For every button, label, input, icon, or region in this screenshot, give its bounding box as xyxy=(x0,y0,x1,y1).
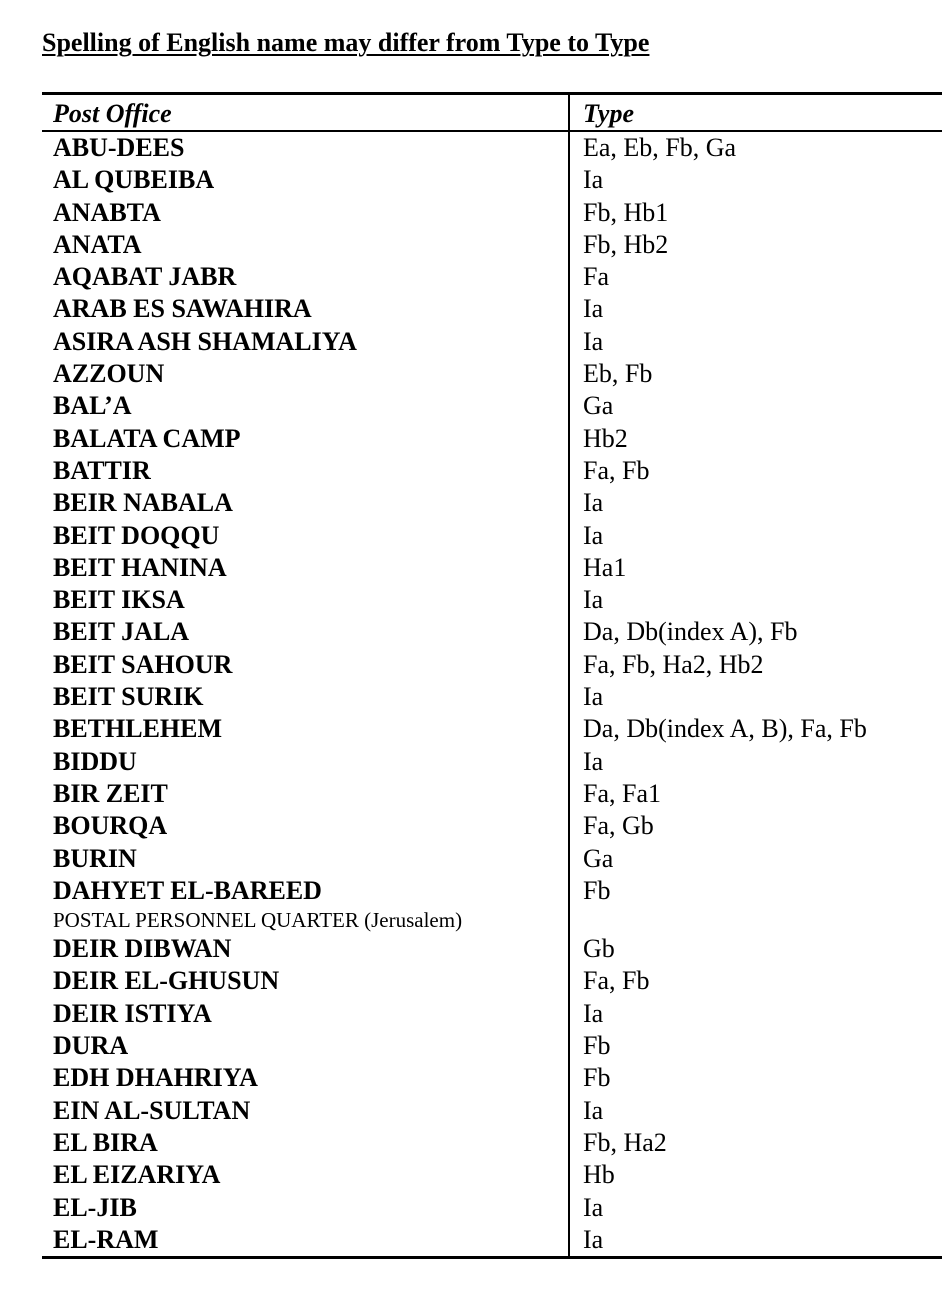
type-cell: Fb, Ha2 xyxy=(583,1127,667,1157)
table-row xyxy=(42,875,942,907)
table-row xyxy=(42,584,942,616)
type-cell: Fb xyxy=(583,875,611,905)
post-office-cell: ABU-DEES xyxy=(53,133,185,162)
type-cell: Da, Db(index A, B), Fa, Fb xyxy=(583,714,867,744)
type-cell: Ia xyxy=(583,488,604,518)
table-row xyxy=(42,810,942,842)
table-row xyxy=(42,778,942,810)
table-row xyxy=(42,358,942,390)
post-office-cell: BEIT HANINA xyxy=(53,552,227,582)
table-row-note xyxy=(42,907,942,933)
table-row xyxy=(42,616,942,648)
post-office-cell: EL-JIB xyxy=(53,1192,137,1222)
post-office-cell: EL-RAM xyxy=(53,1224,159,1254)
table-row xyxy=(42,965,942,997)
post-office-cell: ANATA xyxy=(53,229,142,259)
post-office-cell: BEIT IKSA xyxy=(53,585,185,615)
post-office-cell: DEIR EL-GHUSUN xyxy=(53,966,280,996)
header-type: Type xyxy=(583,99,634,128)
type-cell: Ia xyxy=(583,682,604,712)
table-row xyxy=(42,552,942,584)
table-row xyxy=(42,326,942,358)
column-divider xyxy=(568,95,570,1256)
type-cell: Ia xyxy=(583,326,604,356)
page-title: Spelling of English name may differ from Type to Type xyxy=(42,28,650,57)
post-office-cell: AQABAT JABR xyxy=(53,262,237,292)
post-office-cell: BALATA CAMP xyxy=(53,423,241,453)
table-row xyxy=(42,1127,942,1159)
post-office-cell: BIDDU xyxy=(53,746,137,776)
post-office-cell: DAHYET EL-BAREED xyxy=(53,875,322,905)
post-office-table xyxy=(42,92,942,1259)
post-office-cell: AZZOUN xyxy=(53,359,165,389)
post-office-cell: EIN AL-SULTAN xyxy=(53,1095,251,1125)
type-cell: Da, Db(index A), Fb xyxy=(583,617,798,647)
table-row xyxy=(42,487,942,519)
type-cell: Hb xyxy=(583,1160,615,1190)
post-office-cell: BEIT SAHOUR xyxy=(53,649,233,679)
table-row xyxy=(42,1095,942,1127)
post-office-cell: BURIN xyxy=(53,843,137,873)
type-cell: Eb, Fb xyxy=(583,359,653,389)
post-office-cell: BEIT DOQQU xyxy=(53,520,220,550)
post-office-cell: ANABTA xyxy=(53,197,161,227)
type-cell: Ia xyxy=(583,998,604,1028)
post-office-cell: BEIR NABALA xyxy=(53,488,233,518)
type-cell: Hb2 xyxy=(583,423,628,453)
table-row xyxy=(42,132,942,164)
table-row xyxy=(42,455,942,487)
table-row xyxy=(42,1159,942,1191)
table-row xyxy=(42,681,942,713)
type-cell: Fb xyxy=(583,1031,611,1061)
post-office-cell: ASIRA ASH SHAMALIYA xyxy=(53,326,357,356)
post-office-cell: DEIR ISTIYA xyxy=(53,998,212,1028)
type-cell: Ia xyxy=(583,585,604,615)
table-row xyxy=(42,649,942,681)
table-row xyxy=(42,843,942,875)
type-cell xyxy=(571,907,942,933)
table-row xyxy=(42,261,942,293)
header-post-office: Post Office xyxy=(53,99,172,128)
post-office-cell: EL EIZARIYA xyxy=(53,1160,221,1190)
table-row xyxy=(42,933,942,965)
type-cell: Ia xyxy=(583,520,604,550)
type-cell: Fa, Fb, Ha2, Hb2 xyxy=(583,649,764,679)
post-office-cell: BOURQA xyxy=(53,811,168,841)
type-cell: Ia xyxy=(583,165,604,195)
table-row xyxy=(42,293,942,325)
table-row xyxy=(42,229,942,261)
type-cell: Ia xyxy=(583,1192,604,1222)
post-office-cell: BEIT SURIK xyxy=(53,682,204,712)
post-office-cell: AL QUBEIBA xyxy=(53,165,215,195)
type-cell: Fb, Hb1 xyxy=(583,197,669,227)
type-cell: Fa xyxy=(583,262,609,292)
table-header xyxy=(42,95,942,132)
post-office-cell: BEIT JALA xyxy=(53,617,190,647)
post-office-cell: BETHLEHEM xyxy=(53,714,223,744)
table-row xyxy=(42,390,942,422)
table-row xyxy=(42,713,942,745)
type-cell: Gb xyxy=(583,934,615,964)
type-cell: Fa, Fb xyxy=(583,966,650,996)
type-cell: Ha1 xyxy=(583,552,627,582)
table-row xyxy=(42,197,942,229)
post-office-cell: BIR ZEIT xyxy=(53,778,168,808)
type-cell: Ga xyxy=(583,391,614,421)
type-cell: Ga xyxy=(583,843,614,873)
type-cell: Ea, Eb, Fb, Ga xyxy=(583,133,737,162)
post-office-cell: EDH DHAHRIYA xyxy=(53,1063,258,1093)
table-row xyxy=(42,998,942,1030)
type-cell: Ia xyxy=(583,294,604,324)
post-office-cell: BAL’A xyxy=(53,391,132,421)
type-cell: Fb, Hb2 xyxy=(583,229,669,259)
table-row xyxy=(42,164,942,196)
post-office-cell: BATTIR xyxy=(53,455,151,485)
table-body xyxy=(42,132,942,1256)
table-row xyxy=(42,1030,942,1062)
table-row xyxy=(42,746,942,778)
type-cell: Fa, Fb xyxy=(583,455,650,485)
table-row xyxy=(42,1192,942,1224)
post-office-cell: DURA xyxy=(53,1031,129,1061)
post-office-cell: EL BIRA xyxy=(53,1127,158,1157)
type-cell: Ia xyxy=(583,1095,604,1125)
table-row xyxy=(42,1224,942,1256)
table-row xyxy=(42,520,942,552)
type-cell: Ia xyxy=(583,746,604,776)
type-cell: Ia xyxy=(583,1224,604,1254)
post-office-cell: POSTAL PERSONNEL QUARTER (Jerusalem) xyxy=(53,908,463,933)
post-office-cell: DEIR DIBWAN xyxy=(53,934,232,964)
table-row xyxy=(42,423,942,455)
type-cell: Fb xyxy=(583,1063,611,1093)
table-row xyxy=(42,1062,942,1094)
type-cell: Fa, Gb xyxy=(583,811,654,841)
type-cell: Fa, Fa1 xyxy=(583,778,661,808)
post-office-cell: ARAB ES SAWAHIRA xyxy=(53,294,312,324)
